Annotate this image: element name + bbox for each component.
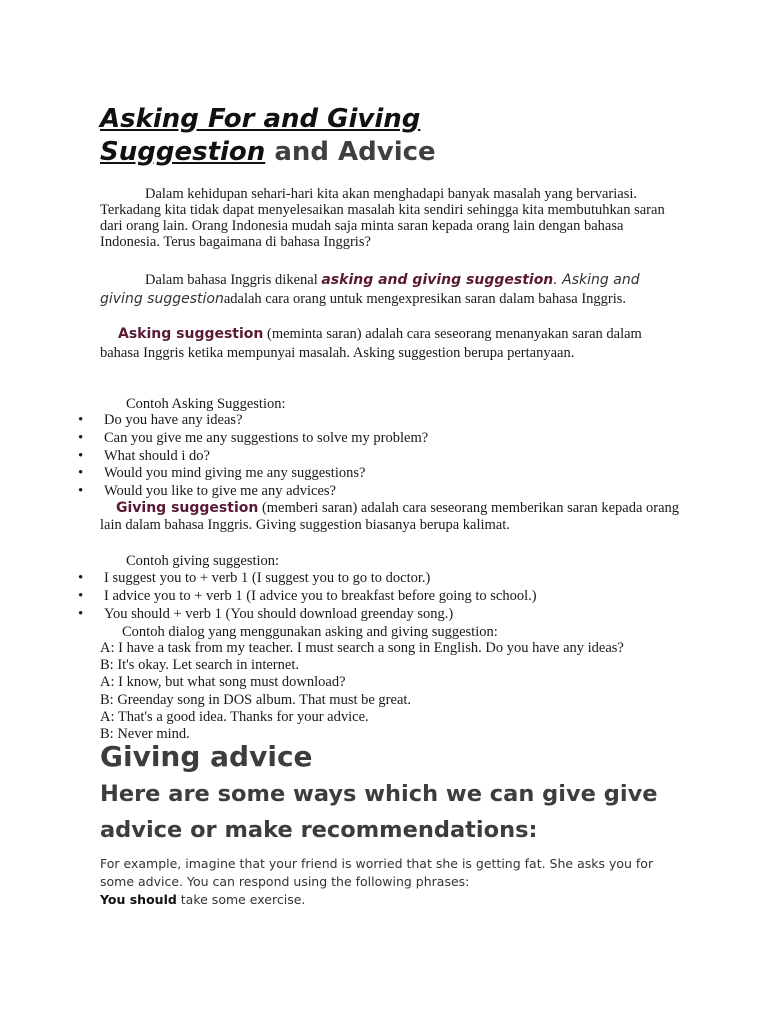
example-rest: take some exercise. bbox=[176, 892, 306, 907]
giving-advice-paragraph: For example, imagine that your friend is worried that she is getting fat. She asks you for some advice. You can respond using the following phrases: bbox=[100, 856, 654, 889]
dialog-line: B: Never mind. bbox=[100, 725, 190, 742]
list-item: • Can you give me any suggestions to solve my problem? bbox=[78, 430, 428, 448]
dialog-lines bbox=[100, 640, 624, 743]
asking-definition-text: (meminta saran) adalah cara seseorang menanyakan saran dalam bahasa Inggris ketika mempunyai masalah. Asking suggestion berupa pertanyaan. bbox=[100, 326, 642, 361]
definition-suffix: adalah cara orang untuk mengexpresikan saran dalam bahasa Inggris. bbox=[223, 291, 627, 307]
giving-advice-subheading: Here are some ways which we can give give advice or make recommendations: bbox=[100, 781, 658, 843]
asking-suggestion-label: Asking suggestion bbox=[118, 326, 264, 342]
dialog-line: A: I know, but what song must download? bbox=[100, 674, 346, 691]
list-item: • I suggest you to + verb 1 (I suggest you to go to doctor.) bbox=[78, 570, 537, 588]
list-item: • You should + verb 1 (You should download greenday song.) bbox=[78, 606, 537, 624]
list-item: • I advice you to + verb 1 (I advice you to breakfast before going to school.) bbox=[78, 588, 537, 606]
giving-definition-text: (memberi saran) adalah cara seseorang memberikan saran kepada orang lain dalam bahasa Inggris. Giving suggestion biasanya berupa kalimat. bbox=[100, 500, 680, 533]
asking-examples-list bbox=[78, 412, 428, 501]
example-bold-phrase: You should bbox=[100, 892, 177, 907]
dialog-line: A: That's a good idea. Thanks for your advice. bbox=[100, 708, 369, 725]
dialog-line: B: It's okay. Let search in internet. bbox=[100, 657, 299, 674]
asking-definition-paragraph bbox=[100, 325, 680, 363]
title-suggestion: Suggestion bbox=[100, 137, 266, 167]
dialog-heading: Contoh dialog yang menggunakan asking and giving suggestion: bbox=[122, 624, 498, 640]
list-item: • Would you mind giving me any suggestions? bbox=[78, 465, 428, 483]
giving-advice-heading: Giving advice bbox=[100, 740, 313, 773]
title-and-advice: and Advice bbox=[265, 137, 436, 167]
definition-prefix: Dalam bahasa Inggris dikenal bbox=[145, 272, 322, 288]
definition-highlight: asking and giving suggestion bbox=[321, 272, 554, 288]
title-line-1: Asking For and Giving bbox=[100, 104, 421, 134]
giving-suggestion-label: Giving suggestion bbox=[116, 500, 259, 516]
giving-examples-heading: Contoh giving suggestion: bbox=[126, 553, 280, 569]
definition-mid: . Asking and giving suggestion bbox=[100, 272, 640, 307]
intro-paragraph: Dalam kehidupan sehari-hari kita akan menghadapi banyak masalah yang bervariasi. Terkadang kita tidak dapat menyelesaikan masalah kita sendiri sehingga kita membutuhkan saran dari orang lain. Orang Indonesia mudah saja minta saran kepada orang lain dengan bahasa Indonesia. Terus bagaimana di bahasa Inggris? bbox=[100, 186, 665, 250]
dialog-line: A: I have a task from my teacher. I must search a song in English. Do you have any ideas? bbox=[100, 640, 624, 656]
list-item: • What should i do? bbox=[78, 448, 428, 466]
giving-advice-example bbox=[100, 891, 305, 909]
list-item: • Do you have any ideas? bbox=[78, 412, 428, 430]
giving-examples-list bbox=[78, 570, 537, 623]
list-item: • Would you like to give me any advices? bbox=[78, 483, 428, 501]
dialog-line: B: Greenday song in DOS album. That must be great. bbox=[100, 691, 412, 708]
definition-paragraph bbox=[100, 271, 680, 309]
page-title bbox=[100, 103, 436, 169]
asking-examples-heading: Contoh Asking Suggestion: bbox=[126, 396, 286, 412]
giving-definition-paragraph bbox=[100, 500, 680, 534]
